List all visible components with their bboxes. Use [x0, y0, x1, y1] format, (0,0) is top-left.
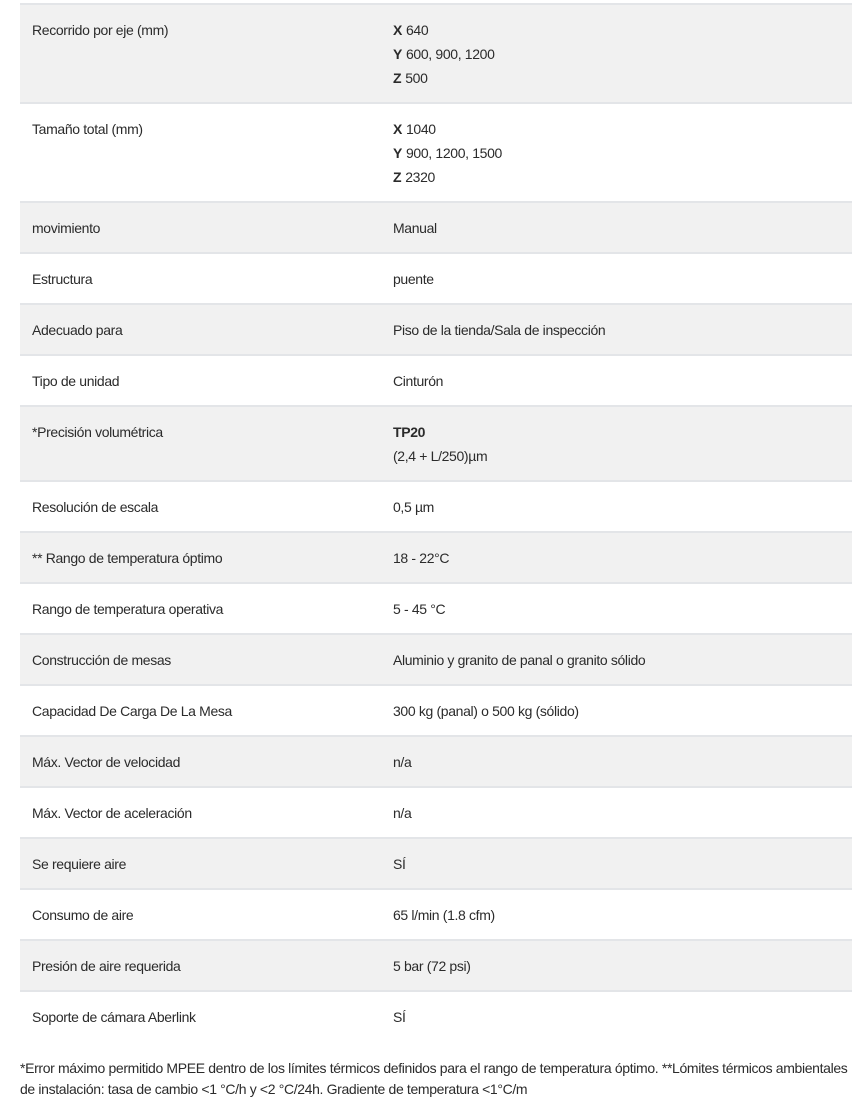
spec-value: Aluminio y granito de panal o granito sólido: [393, 652, 646, 668]
footnote: *Error máximo permitido MPEE dentro de los límites térmicos definidos para el rango de temperatura óptimo. **Lómites térmicos ambientales de instalación: tasa de cambio <1 °C/h y <2 °C/24h. Gradiente de temperatura <1°C/m: [20, 1060, 848, 1097]
travel-x: [393, 18, 852, 42]
accuracy-probe: TP20: [393, 424, 426, 440]
spec-row-operating-temp: [20, 583, 852, 634]
spec-value: 5 - 45 °C: [393, 601, 446, 617]
spec-value: Piso de la tienda/Sala de inspección: [393, 322, 606, 338]
spec-row-suitable-for: [20, 304, 852, 355]
spec-label: Recorrido por eje (mm): [32, 22, 169, 38]
axis-value-x: 1040: [406, 121, 436, 137]
spec-row-air-required: [20, 838, 852, 889]
spec-row-scale-resolution: [20, 481, 852, 532]
spec-label: Construcción de mesas: [32, 652, 171, 668]
size-x: [393, 117, 852, 141]
axis-letter-y: Y: [393, 46, 402, 62]
spec-row-air-consumption: [20, 889, 852, 940]
accuracy-formula: (2,4 + L/250)µm: [393, 448, 488, 464]
spec-value: 18 - 22°C: [393, 550, 450, 566]
axis-letter-z: Z: [393, 169, 402, 185]
spec-row-air-pressure: [20, 940, 852, 991]
axis-letter-x: X: [393, 22, 402, 38]
spec-value: [393, 406, 852, 481]
spec-label: *Precisión volumétrica: [32, 424, 163, 440]
spec-label: Se requiere aire: [32, 856, 127, 872]
spec-value: SÍ: [393, 856, 406, 872]
spec-row-travel: [20, 4, 852, 103]
spec-label: Tamaño total (mm): [32, 121, 143, 137]
spec-row-overall-size: [20, 103, 852, 202]
spec-label: Tipo de unidad: [32, 373, 120, 389]
spec-row-movement: [20, 202, 852, 253]
spec-label: Rango de temperatura operativa: [32, 601, 224, 617]
spec-value: SÍ: [393, 1009, 406, 1025]
specifications-table: [20, 3, 852, 1041]
axis-value-x: 640: [406, 22, 429, 38]
travel-y: [393, 42, 852, 66]
spec-row-accuracy: [20, 406, 852, 481]
spec-value: n/a: [393, 805, 412, 821]
spec-row-structure: [20, 253, 852, 304]
spec-row-max-acceleration: [20, 787, 852, 838]
spec-value: puente: [393, 271, 434, 287]
spec-label: Estructura: [32, 271, 93, 287]
spec-label: Máx. Vector de aceleración: [32, 805, 192, 821]
spec-row-max-velocity: [20, 736, 852, 787]
axis-value-y: 600, 900, 1200: [406, 46, 495, 62]
spec-row-optimal-temp: [20, 532, 852, 583]
spec-value: 0,5 µm: [393, 499, 434, 515]
spec-row-drive-type: [20, 355, 852, 406]
size-y: [393, 141, 852, 165]
spec-label: Presión de aire requerida: [32, 958, 181, 974]
spec-label: Capacidad De Carga De La Mesa: [32, 703, 232, 719]
axis-letter-x: X: [393, 121, 402, 137]
spec-label: Adecuado para: [32, 322, 123, 338]
travel-z: [393, 66, 852, 90]
spec-label: Soporte de cámara Aberlink: [32, 1009, 196, 1025]
spec-label: Máx. Vector de velocidad: [32, 754, 181, 770]
spec-label: movimiento: [32, 220, 101, 236]
spec-value: n/a: [393, 754, 412, 770]
axis-value-z: 500: [405, 70, 428, 86]
axis-letter-y: Y: [393, 145, 402, 161]
spec-value: 65 l/min (1.8 cfm): [393, 907, 495, 923]
axis-value-z: 2320: [405, 169, 435, 185]
spec-label: ** Rango de temperatura óptimo: [32, 550, 223, 566]
spec-label: Resolución de escala: [32, 499, 159, 515]
spec-label: Consumo de aire: [32, 907, 134, 923]
spec-value: 300 kg (panal) o 500 kg (sólido): [393, 703, 579, 719]
axis-value-y: 900, 1200, 1500: [406, 145, 502, 161]
spec-value: [393, 103, 852, 202]
spec-value: [393, 4, 852, 103]
spec-row-table-construction: [20, 634, 852, 685]
spec-value: Manual: [393, 220, 437, 236]
size-z: [393, 165, 852, 189]
spec-row-camera-support: [20, 991, 852, 1041]
spec-value: 5 bar (72 psi): [393, 958, 471, 974]
spec-row-table-load: [20, 685, 852, 736]
axis-letter-z: Z: [393, 70, 402, 86]
spec-value: Cinturón: [393, 373, 444, 389]
